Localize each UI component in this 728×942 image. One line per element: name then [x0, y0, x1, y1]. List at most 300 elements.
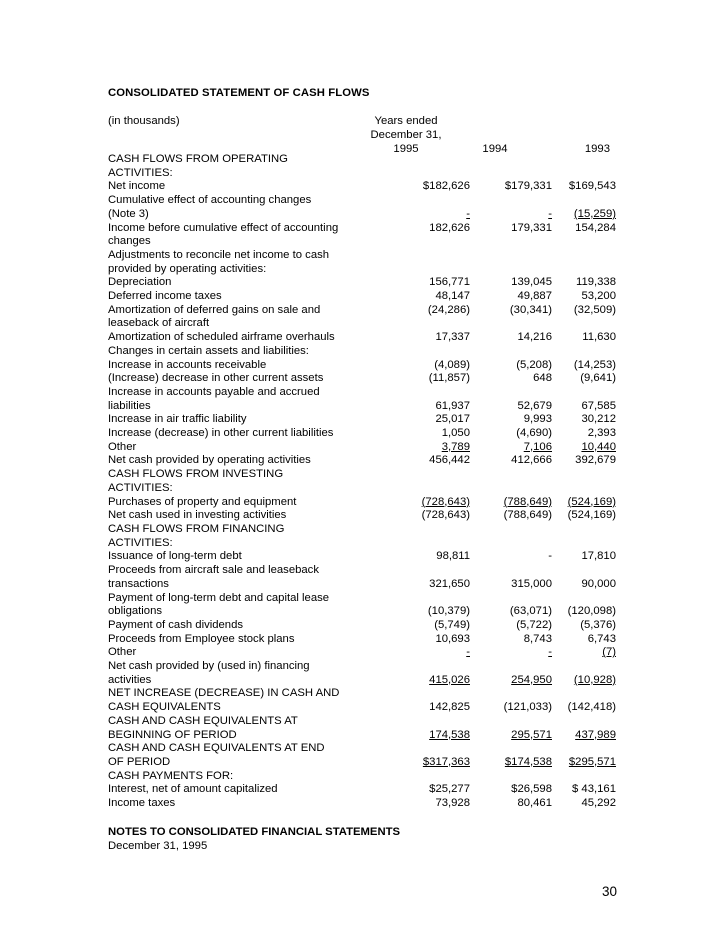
- row-value: [470, 208, 552, 222]
- value-text: (728,643): [421, 509, 470, 522]
- row-value: [552, 482, 616, 496]
- row-value: [376, 729, 470, 743]
- value-text: 1,050: [441, 427, 470, 440]
- row-value: [376, 400, 470, 414]
- row-value: [470, 729, 552, 743]
- row-value: [470, 674, 552, 688]
- row-value: [552, 619, 616, 633]
- table-row: [108, 331, 616, 345]
- table-row: [108, 674, 616, 688]
- value-text: (788,649): [503, 495, 552, 508]
- row-value: [470, 290, 552, 304]
- value-text: 73,928: [435, 797, 470, 810]
- units-label: (in thousands): [108, 115, 180, 127]
- table-row: [108, 509, 616, 523]
- value-text: (728,643): [421, 495, 470, 508]
- row-value: [552, 194, 616, 208]
- row-value: [470, 167, 552, 181]
- row-value: [552, 222, 616, 236]
- value-text: 179,331: [511, 221, 552, 234]
- value-text: 3,789: [441, 440, 470, 453]
- table-row: [108, 578, 616, 592]
- value-text: (5,208): [516, 358, 552, 371]
- row-label: Amortization of scheduled airframe overhauls: [108, 331, 335, 344]
- row-value: [552, 550, 616, 564]
- value-text: 17,810: [581, 550, 616, 563]
- value-text: (5,749): [434, 618, 470, 631]
- row-value: [552, 660, 616, 674]
- row-value: [376, 496, 470, 510]
- row-label: Deferred income taxes: [108, 290, 222, 303]
- row-value: [552, 742, 616, 756]
- row-value: [470, 413, 552, 427]
- column-header-1995: 1995: [393, 143, 419, 155]
- row-value: [376, 167, 470, 181]
- row-label: activities: [108, 673, 152, 686]
- row-label: NET INCREASE (DECREASE) IN CASH AND: [108, 687, 340, 700]
- row-value: [552, 592, 616, 606]
- value-text: (142,418): [567, 701, 616, 714]
- row-label: CASH AND CASH EQUIVALENTS AT END: [108, 742, 325, 755]
- value-text: 45,292: [581, 797, 616, 810]
- table-row: [108, 427, 616, 441]
- row-value: [376, 674, 470, 688]
- value-text: (14,253): [573, 358, 616, 371]
- row-value: [470, 783, 552, 797]
- row-label: Adjustments to reconcile net income to cash: [108, 248, 330, 261]
- cash-flow-table: [108, 153, 616, 811]
- row-value: [552, 180, 616, 194]
- row-value: [376, 550, 470, 564]
- value-text: 8,743: [523, 632, 552, 645]
- value-text: (524,169): [567, 495, 616, 508]
- row-value: [470, 592, 552, 606]
- row-label: CASH FLOWS FROM INVESTING: [108, 468, 284, 481]
- row-label: CASH FLOWS FROM OPERATING: [108, 153, 288, 165]
- row-value: [552, 345, 616, 359]
- row-label: Cumulative effect of accounting changes: [108, 194, 312, 207]
- value-text: -: [466, 646, 470, 659]
- value-text: (30,341): [509, 303, 552, 316]
- row-value: [376, 715, 470, 729]
- row-value: [470, 317, 552, 331]
- row-value: [376, 372, 470, 386]
- row-value: [470, 482, 552, 496]
- row-value: [470, 386, 552, 400]
- row-label: Net cash provided by (used in) financing: [108, 660, 310, 673]
- table-row: [108, 770, 616, 784]
- row-value: [552, 674, 616, 688]
- value-text: 98,811: [436, 550, 470, 563]
- table-row: [108, 413, 616, 427]
- table-row: [108, 317, 616, 331]
- value-text: (4,089): [434, 358, 470, 371]
- table-row: [108, 345, 616, 359]
- row-value: [376, 523, 470, 537]
- value-text: 156,771: [429, 276, 470, 289]
- row-label: Proceeds from aircraft sale and leaseback: [108, 564, 319, 577]
- value-text: 437,989: [575, 728, 616, 741]
- row-value: [470, 715, 552, 729]
- value-text: (15,259): [573, 207, 616, 220]
- row-value: [376, 687, 470, 701]
- value-text: (4,690): [516, 427, 552, 440]
- table-row: [108, 304, 616, 318]
- value-text: -: [466, 207, 470, 220]
- row-value: [552, 797, 616, 811]
- row-value: [552, 400, 616, 414]
- value-text: 14,216: [517, 331, 552, 344]
- statement-title: CONSOLIDATED STATEMENT OF CASH FLOWS: [108, 87, 370, 99]
- row-value: [552, 208, 616, 222]
- row-value: [376, 235, 470, 249]
- value-text: -: [548, 207, 552, 220]
- notes-date: December 31, 1995: [108, 840, 208, 852]
- row-label: CASH EQUIVALENTS: [108, 701, 221, 714]
- column-header-1993: 1993: [584, 143, 610, 155]
- table-row: [108, 783, 616, 797]
- row-value: [470, 660, 552, 674]
- value-text: 49,887: [517, 290, 552, 303]
- row-value: [376, 537, 470, 551]
- row-value: [552, 729, 616, 743]
- row-label: CASH AND CASH EQUIVALENTS AT: [108, 714, 298, 727]
- row-value: [376, 742, 470, 756]
- row-value: [376, 660, 470, 674]
- table-row: [108, 359, 616, 373]
- table-row: [108, 454, 616, 468]
- table-row: [108, 386, 616, 400]
- table-row: [108, 208, 616, 222]
- row-value: [376, 701, 470, 715]
- value-text: 11,630: [582, 331, 616, 344]
- table-row: [108, 496, 616, 510]
- cash-flow-table-body: [108, 153, 616, 811]
- row-value: [552, 372, 616, 386]
- value-text: (11,857): [428, 372, 470, 385]
- row-value: [470, 468, 552, 482]
- row-label: Increase in accounts receivable: [108, 358, 267, 371]
- value-text: 254,950: [511, 673, 552, 686]
- row-value: [470, 797, 552, 811]
- row-value: [470, 304, 552, 318]
- value-text: 182,626: [429, 221, 470, 234]
- value-text: 25,017: [435, 413, 470, 426]
- row-value: [376, 454, 470, 468]
- row-value: [376, 578, 470, 592]
- row-value: [376, 153, 470, 167]
- row-label: Increase (decrease) in other current liabilities: [108, 427, 334, 440]
- table-row: [108, 633, 616, 647]
- value-text: 10,440: [581, 440, 616, 453]
- row-value: [470, 633, 552, 647]
- table-row: [108, 797, 616, 811]
- row-label: transactions: [108, 577, 169, 590]
- row-label: liabilities: [108, 399, 151, 412]
- table-row: [108, 687, 616, 701]
- row-value: [376, 180, 470, 194]
- row-value: [470, 359, 552, 373]
- table-row: [108, 564, 616, 578]
- row-value: [552, 304, 616, 318]
- value-text: 648: [533, 372, 552, 385]
- row-value: [376, 208, 470, 222]
- row-value: [376, 756, 470, 770]
- row-value: [470, 194, 552, 208]
- row-value: [552, 468, 616, 482]
- row-label: CASH PAYMENTS FOR:: [108, 769, 234, 782]
- row-value: [552, 331, 616, 345]
- row-value: [470, 578, 552, 592]
- row-label: (Note 3): [108, 207, 149, 220]
- row-value: [552, 523, 616, 537]
- value-text: (7): [602, 646, 616, 659]
- row-value: [470, 646, 552, 660]
- table-row: [108, 249, 616, 263]
- row-value: [470, 400, 552, 414]
- table-row: [108, 180, 616, 194]
- value-text: 315,000: [511, 577, 552, 590]
- value-text: 412,666: [511, 454, 552, 467]
- table-row: [108, 756, 616, 770]
- row-value: [470, 564, 552, 578]
- row-value: [470, 263, 552, 277]
- row-label: Payment of cash dividends: [108, 618, 244, 631]
- row-value: [376, 564, 470, 578]
- value-text: 154,284: [575, 221, 616, 234]
- value-text: $ 43,161: [572, 783, 616, 796]
- table-row: [108, 619, 616, 633]
- row-value: [552, 263, 616, 277]
- value-text: -: [548, 550, 552, 563]
- row-value: [552, 578, 616, 592]
- years-ended-label: Years ended: [374, 115, 438, 127]
- row-value: [470, 619, 552, 633]
- row-value: [552, 317, 616, 331]
- value-text: $317,363: [422, 755, 470, 768]
- row-value: [376, 509, 470, 523]
- row-label: Income before cumulative effect of accounting: [108, 221, 339, 234]
- row-value: [470, 180, 552, 194]
- row-label: Net income: [108, 180, 166, 193]
- row-value: [376, 770, 470, 784]
- value-text: (63,071): [509, 605, 552, 618]
- row-label: Other: [108, 646, 137, 659]
- row-value: [552, 701, 616, 715]
- value-text: 48,147: [435, 290, 470, 303]
- value-text: $174,538: [504, 755, 552, 768]
- row-value: [552, 249, 616, 263]
- value-text: 139,045: [511, 276, 552, 289]
- value-text: 119,338: [576, 276, 616, 289]
- row-value: [552, 537, 616, 551]
- value-text: 456,442: [429, 454, 470, 467]
- value-text: (788,649): [503, 509, 552, 522]
- row-value: [552, 783, 616, 797]
- value-text: 30,212: [581, 413, 616, 426]
- value-text: 9,993: [523, 413, 552, 426]
- row-value: [376, 783, 470, 797]
- row-value: [470, 427, 552, 441]
- row-label: obligations: [108, 605, 163, 618]
- row-label: Net cash used in investing activities: [108, 509, 287, 522]
- row-value: [470, 222, 552, 236]
- row-value: [552, 715, 616, 729]
- row-label: Income taxes: [108, 797, 176, 810]
- row-value: [552, 564, 616, 578]
- table-row: [108, 276, 616, 290]
- row-label: (Increase) decrease in other current assets: [108, 372, 324, 385]
- table-row: [108, 482, 616, 496]
- row-label: OF PERIOD: [108, 755, 171, 768]
- row-value: [552, 359, 616, 373]
- row-value: [470, 537, 552, 551]
- value-text: 67,585: [581, 399, 616, 412]
- value-text: $169,543: [568, 180, 616, 193]
- row-value: [552, 290, 616, 304]
- row-value: [552, 496, 616, 510]
- row-label: Interest, net of amount capitalized: [108, 783, 278, 796]
- row-value: [552, 633, 616, 647]
- column-header-1994: 1994: [482, 143, 508, 155]
- table-row: [108, 660, 616, 674]
- value-text: (5,376): [580, 618, 616, 631]
- row-value: [376, 441, 470, 455]
- value-text: 174,538: [429, 728, 470, 741]
- row-value: [376, 331, 470, 345]
- row-value: [552, 687, 616, 701]
- row-value: [376, 427, 470, 441]
- row-label: Amortization of deferred gains on sale and: [108, 303, 321, 316]
- row-value: [552, 454, 616, 468]
- value-text: (9,641): [580, 372, 616, 385]
- table-row: [108, 742, 616, 756]
- value-text: (10,928): [573, 673, 616, 686]
- row-value: [376, 592, 470, 606]
- row-value: [376, 249, 470, 263]
- row-value: [470, 235, 552, 249]
- row-label: CASH FLOWS FROM FINANCING: [108, 522, 285, 535]
- row-label: ACTIVITIES:: [108, 166, 173, 179]
- row-label: ACTIVITIES:: [108, 536, 173, 549]
- table-row: [108, 537, 616, 551]
- page-number: 30: [602, 884, 618, 899]
- row-label: Payment of long-term debt and capital lease: [108, 591, 330, 604]
- row-label: provided by operating activities:: [108, 262, 267, 275]
- table-row: [108, 729, 616, 743]
- table-row: [108, 523, 616, 537]
- row-value: [552, 276, 616, 290]
- row-value: [376, 263, 470, 277]
- row-value: [470, 756, 552, 770]
- value-text: 53,200: [581, 290, 616, 303]
- row-label: Changes in certain assets and liabilities:: [108, 344, 309, 357]
- row-value: [470, 687, 552, 701]
- value-text: (121,033): [503, 701, 552, 714]
- table-row: [108, 468, 616, 482]
- row-value: [470, 345, 552, 359]
- row-value: [470, 523, 552, 537]
- row-value: [552, 413, 616, 427]
- table-row: [108, 400, 616, 414]
- row-label: Purchases of property and equipment: [108, 495, 297, 508]
- row-value: [376, 345, 470, 359]
- value-text: $182,626: [422, 180, 470, 193]
- row-value: [470, 742, 552, 756]
- value-text: (120,098): [567, 605, 616, 618]
- table-row: [108, 441, 616, 455]
- row-value: [376, 317, 470, 331]
- row-value: [376, 646, 470, 660]
- table-row: [108, 290, 616, 304]
- row-value: [376, 797, 470, 811]
- table-row: [108, 592, 616, 606]
- row-value: [376, 482, 470, 496]
- row-label: Other: [108, 440, 137, 453]
- value-text: (524,169): [567, 509, 616, 522]
- table-row: [108, 263, 616, 277]
- row-value: [470, 509, 552, 523]
- value-text: 6,743: [587, 632, 616, 645]
- row-value: [470, 276, 552, 290]
- table-row: [108, 605, 616, 619]
- row-value: [376, 633, 470, 647]
- value-text: 415,026: [429, 673, 470, 686]
- value-text: 392,679: [575, 454, 616, 467]
- value-text: 90,000: [581, 577, 616, 590]
- value-text: (5,722): [516, 618, 552, 631]
- row-label: BEGINNING OF PERIOD: [108, 728, 237, 741]
- notes-title: NOTES TO CONSOLIDATED FINANCIAL STATEMENTS: [108, 826, 401, 838]
- value-text: (32,509): [573, 303, 616, 316]
- row-label: changes: [108, 235, 151, 248]
- value-text: 142,825: [429, 701, 470, 714]
- row-value: [376, 413, 470, 427]
- value-text: $295,571: [568, 755, 616, 768]
- row-value: [552, 646, 616, 660]
- row-value: [470, 249, 552, 263]
- row-label: Proceeds from Employee stock plans: [108, 632, 295, 645]
- row-value: [376, 605, 470, 619]
- value-text: -: [548, 646, 552, 659]
- row-value: [376, 468, 470, 482]
- row-label: Issuance of long-term debt: [108, 550, 242, 563]
- row-value: [552, 153, 616, 167]
- row-label: Increase in accounts payable and accrued: [108, 385, 320, 398]
- row-value: [552, 509, 616, 523]
- value-text: (10,379): [427, 605, 470, 618]
- table-row: [108, 715, 616, 729]
- row-label: Depreciation: [108, 276, 172, 289]
- table-row: [108, 194, 616, 208]
- row-value: [470, 372, 552, 386]
- row-value: [552, 167, 616, 181]
- table-row: [108, 153, 616, 167]
- row-value: [376, 194, 470, 208]
- row-value: [376, 222, 470, 236]
- value-text: 7,106: [523, 440, 552, 453]
- row-value: [470, 550, 552, 564]
- december-label: December 31,: [370, 129, 442, 141]
- value-text: 10,693: [435, 632, 470, 645]
- row-value: [552, 441, 616, 455]
- table-row: [108, 372, 616, 386]
- row-value: [470, 331, 552, 345]
- row-value: [470, 496, 552, 510]
- row-value: [376, 290, 470, 304]
- value-text: $25,277: [429, 783, 470, 796]
- row-value: [470, 153, 552, 167]
